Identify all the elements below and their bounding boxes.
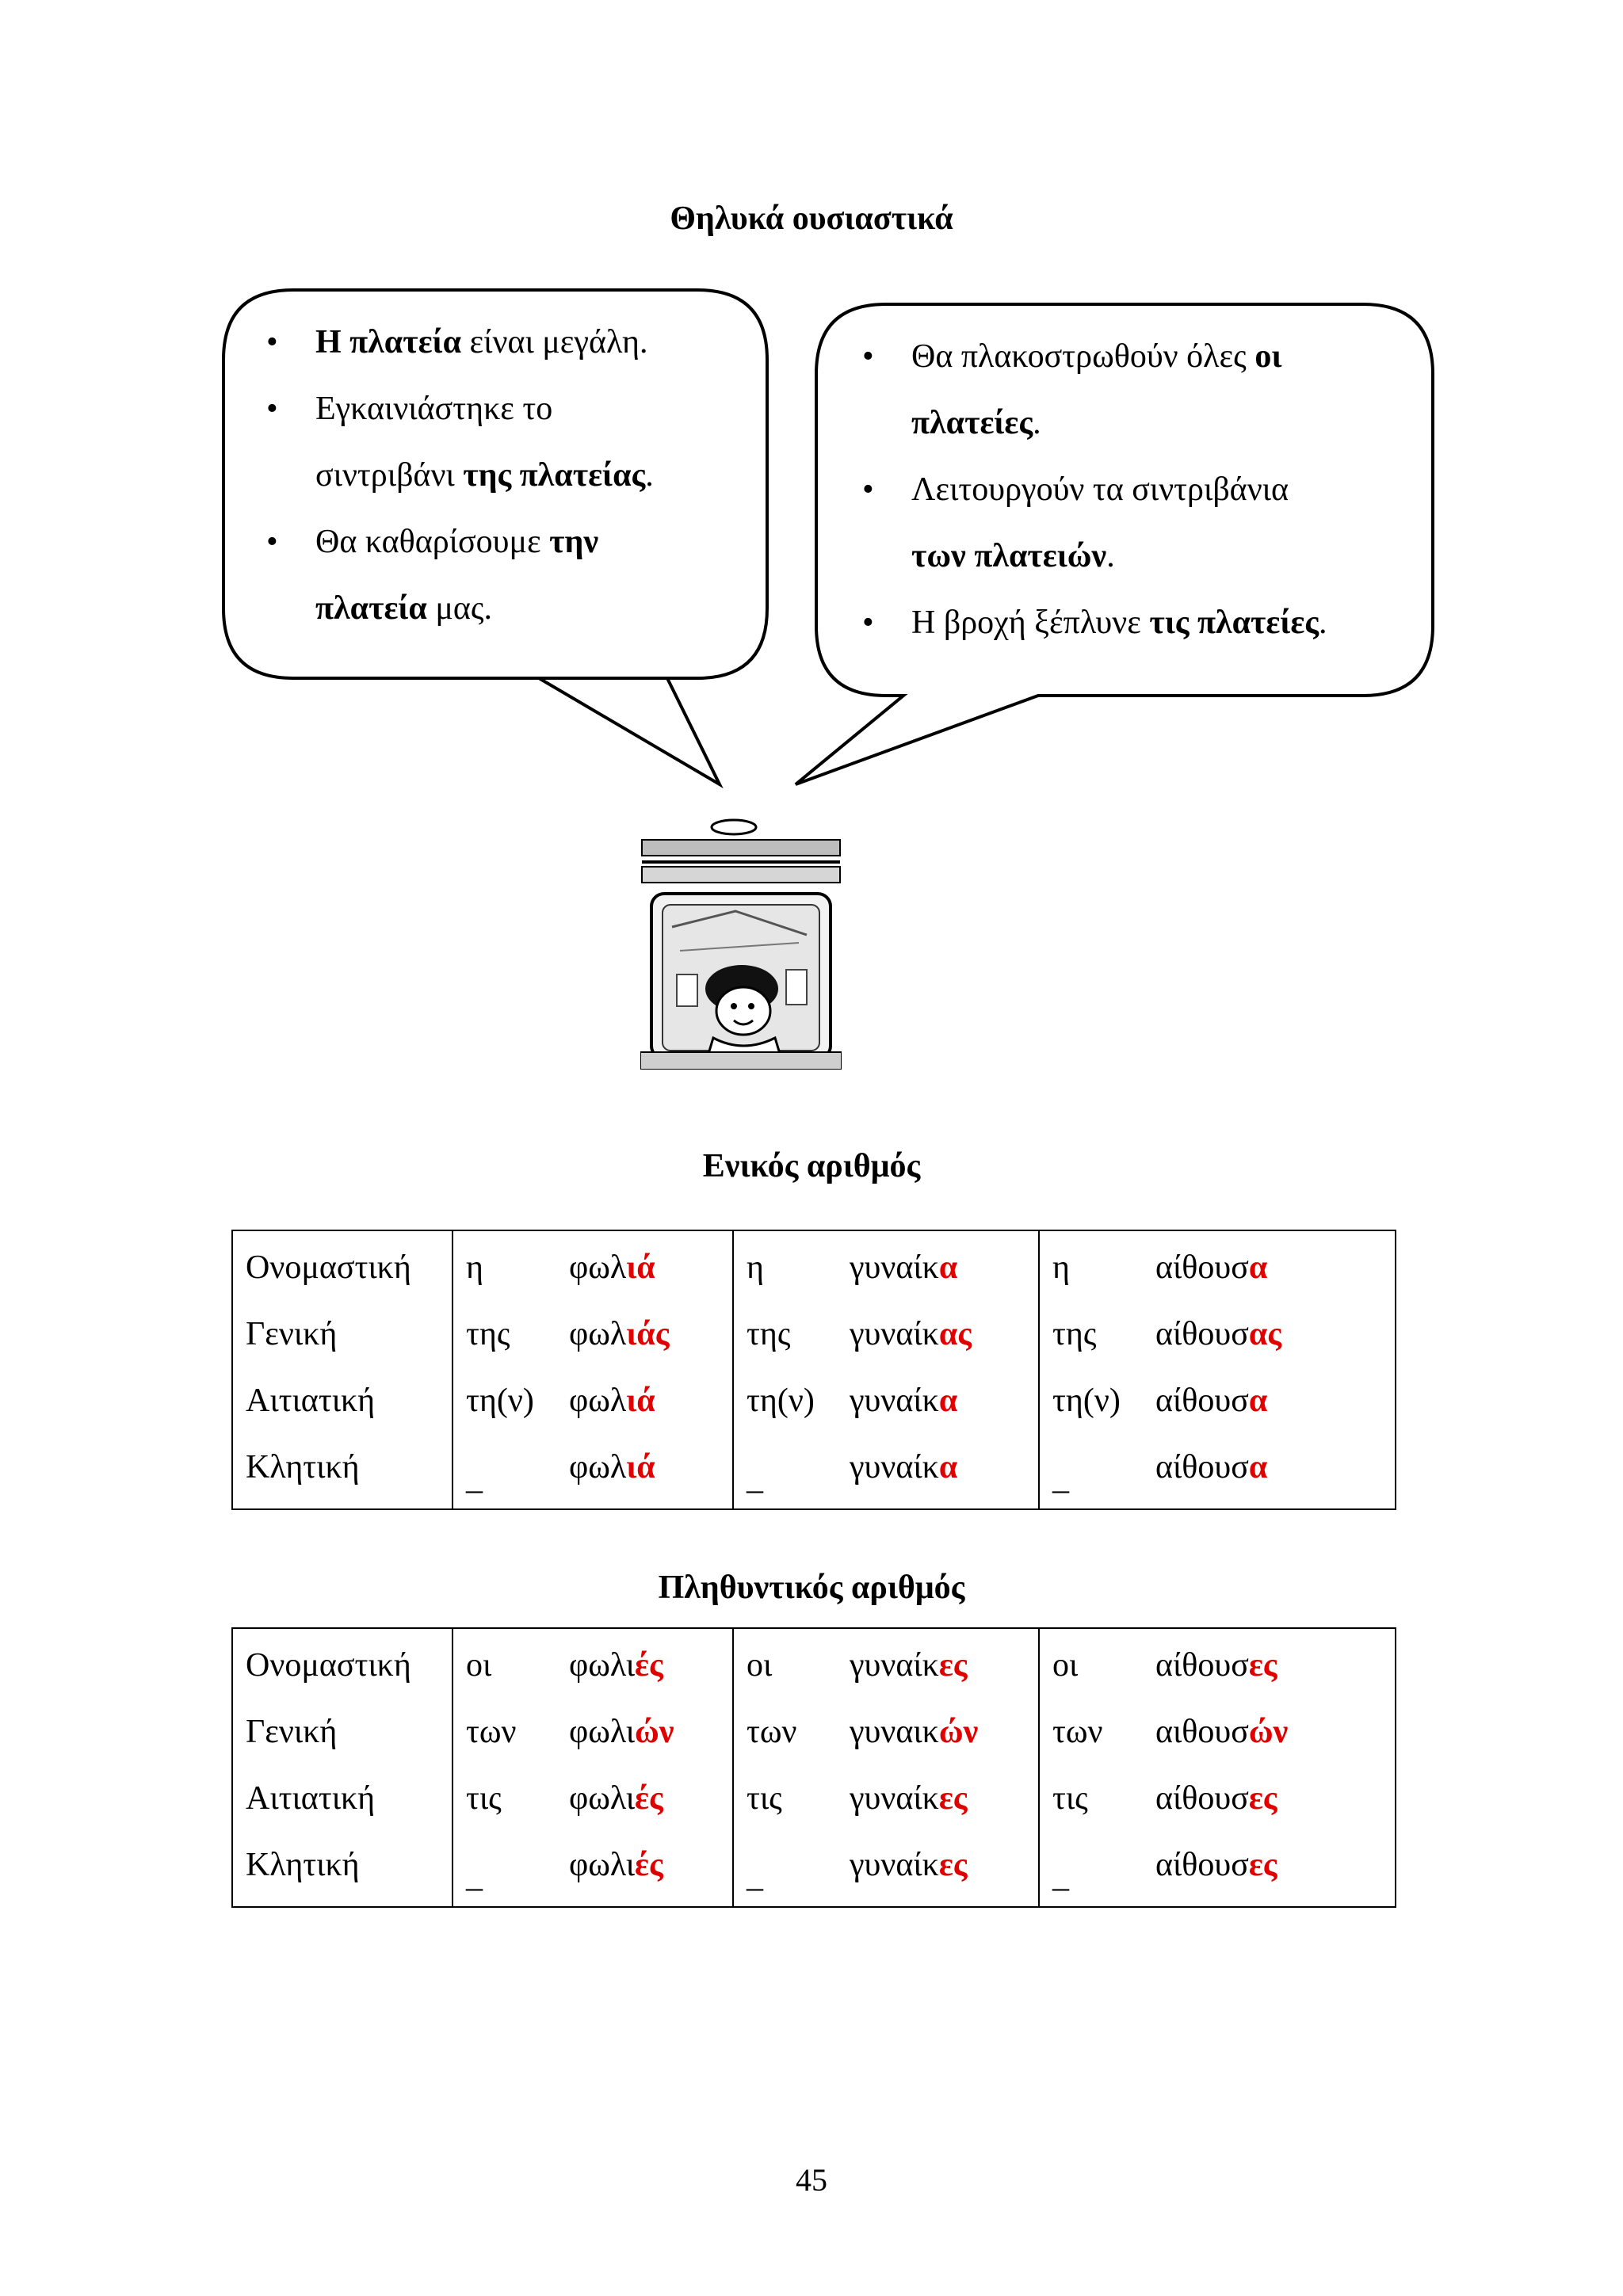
table-row: [747, 1434, 1038, 1501]
article: _: [1052, 1460, 1069, 1497]
noun-ending: ας: [938, 1316, 972, 1352]
list-item: • Η βροχή ξέπλυνε τις πλατείες.: [856, 589, 1426, 656]
noun-ending: ιά: [626, 1249, 655, 1286]
case-label: Αιτιατική: [246, 1780, 376, 1817]
table-row: [1052, 1234, 1395, 1301]
article: _: [466, 1858, 483, 1894]
article: οι: [1052, 1647, 1079, 1684]
noun-ending: ιάς: [626, 1316, 670, 1352]
article: _: [747, 1858, 763, 1894]
noun-ending: ές: [635, 1847, 663, 1883]
noun-ending: ών: [938, 1714, 979, 1750]
noun-form: [1155, 1367, 1267, 1434]
noun-ending: α: [938, 1249, 958, 1286]
article: της: [466, 1316, 510, 1352]
article: οι: [747, 1647, 773, 1684]
noun-ending: α: [1248, 1383, 1268, 1419]
case-label: Ονομαστική: [246, 1647, 411, 1684]
noun-stem: φωλ: [569, 1449, 627, 1486]
case-label: Κλητική: [246, 1847, 360, 1883]
article: τις: [1052, 1780, 1088, 1817]
noun-form: [569, 1765, 663, 1832]
table-row: [747, 1699, 1038, 1765]
table-row: [1052, 1367, 1395, 1434]
noun-stem: γυναίκ: [850, 1449, 939, 1486]
case-label: Αιτιατική: [246, 1383, 376, 1419]
article: τη(ν): [747, 1383, 815, 1419]
article: η: [466, 1249, 483, 1286]
table-row: [466, 1234, 732, 1301]
noun-form: [1155, 1301, 1281, 1367]
noun-ending: α: [938, 1383, 958, 1419]
plural-declension-table: [231, 1627, 1396, 1908]
noun-form: [1155, 1434, 1267, 1501]
noun-ending: ες: [1248, 1847, 1277, 1883]
noun-stem: αίθουσ: [1155, 1249, 1249, 1286]
noun-form: [850, 1301, 972, 1367]
list-item: • Εγκαινιάστηκε το σιντριβάνι της πλατείας.: [260, 376, 751, 509]
page-title: Θηλυκά ουσιαστικά: [670, 200, 953, 237]
table-row: [1052, 1832, 1395, 1898]
noun-ending: ες: [1248, 1647, 1277, 1684]
noun-form: [1155, 1699, 1288, 1765]
list-item: • Η πλατεία είναι μεγάλη.: [260, 309, 751, 376]
table-row: [466, 1832, 732, 1898]
noun-ending: ες: [1248, 1780, 1277, 1817]
noun-ending: ες: [938, 1647, 968, 1684]
right-bubble-text: [856, 323, 1426, 656]
noun-form: [569, 1832, 663, 1898]
noun-stem: φωλι: [569, 1714, 636, 1750]
noun-form: [569, 1234, 655, 1301]
case-label: Γενική: [246, 1316, 338, 1352]
noun-form: [569, 1367, 655, 1434]
noun-form: [1155, 1832, 1277, 1898]
noun-stem: φωλι: [569, 1780, 636, 1817]
noun-ending: ών: [1248, 1714, 1289, 1750]
noun-stem: φωλ: [569, 1249, 627, 1286]
article: η: [747, 1249, 764, 1286]
article: τη(ν): [1052, 1383, 1121, 1419]
article: _: [466, 1460, 483, 1497]
noun-stem: γυναίκ: [850, 1249, 939, 1286]
noun-ending: ες: [938, 1847, 968, 1883]
noun-ending: ας: [1248, 1316, 1282, 1352]
table-row: [466, 1632, 732, 1699]
noun-form: [1155, 1765, 1277, 1832]
table-row: [1052, 1434, 1395, 1501]
table-row: [466, 1367, 732, 1434]
noun-ending: ες: [938, 1780, 968, 1817]
case-label: Κλητική: [246, 1449, 360, 1486]
noun-form: [850, 1632, 968, 1699]
case-label: Γενική: [246, 1714, 338, 1750]
singular-heading: Ενικός αριθμός: [702, 1148, 921, 1184]
table-row: [747, 1765, 1038, 1832]
noun-ending: ές: [635, 1780, 663, 1817]
article: των: [747, 1714, 797, 1750]
case-label: Ονομαστική: [246, 1249, 411, 1286]
noun-ending: α: [1248, 1249, 1268, 1286]
noun-form: [850, 1699, 978, 1765]
singular-declension-table: [231, 1230, 1396, 1510]
left-bubble-text: [260, 309, 751, 642]
noun-form: [850, 1234, 957, 1301]
table-row: [747, 1832, 1038, 1898]
noun-form: [569, 1699, 674, 1765]
article: η: [1052, 1249, 1070, 1286]
noun-stem: γυναίκ: [850, 1383, 939, 1419]
list-item: • Λειτουργούν τα σιντριβάνια των πλατειών.: [856, 456, 1426, 589]
noun-stem: αίθουσ: [1155, 1647, 1249, 1684]
table-row: [747, 1301, 1038, 1367]
article: της: [747, 1316, 791, 1352]
noun-stem: αίθουσ: [1155, 1449, 1249, 1486]
noun-stem: φωλι: [569, 1647, 636, 1684]
page-number: 45: [796, 2162, 827, 2198]
article: της: [1052, 1316, 1097, 1352]
noun-stem: φωλ: [569, 1383, 627, 1419]
noun-form: [850, 1434, 957, 1501]
noun-stem: αίθουσ: [1155, 1316, 1249, 1352]
list-item: • Θα πλακοστρωθούν όλες οι πλατείες.: [856, 323, 1426, 456]
noun-stem: αίθουσ: [1155, 1847, 1249, 1883]
article: _: [1052, 1858, 1069, 1894]
noun-ending: ιά: [626, 1449, 655, 1486]
noun-stem: αιθουσ: [1155, 1714, 1249, 1750]
article: τις: [466, 1780, 502, 1817]
noun-stem: γυναίκ: [850, 1780, 939, 1817]
noun-ending: ών: [635, 1714, 674, 1750]
plural-heading: Πληθυντικός αριθμός: [658, 1569, 965, 1606]
article: _: [747, 1460, 763, 1497]
noun-stem: γυναίκ: [850, 1847, 939, 1883]
noun-form: [850, 1367, 957, 1434]
table-row: [1052, 1699, 1395, 1765]
noun-form: [1155, 1234, 1267, 1301]
article: των: [1052, 1714, 1103, 1750]
table-row: [1052, 1765, 1395, 1832]
noun-form: [850, 1765, 968, 1832]
table-row: [747, 1632, 1038, 1699]
table-row: [1052, 1301, 1395, 1367]
table-row: [466, 1301, 732, 1367]
table-row: [466, 1699, 732, 1765]
noun-stem: γυναίκ: [850, 1316, 939, 1352]
noun-form: [569, 1632, 663, 1699]
table-row: [747, 1367, 1038, 1434]
noun-stem: αίθουσ: [1155, 1780, 1249, 1817]
article: οι: [466, 1647, 492, 1684]
table-row: [466, 1434, 732, 1501]
table-row: [466, 1765, 732, 1832]
noun-stem: φωλι: [569, 1847, 636, 1883]
noun-ending: ιά: [626, 1383, 655, 1419]
noun-form: [569, 1301, 669, 1367]
noun-stem: γυναικ: [850, 1714, 939, 1750]
table-row: [1052, 1632, 1395, 1699]
noun-ending: ές: [635, 1647, 663, 1684]
noun-ending: α: [1248, 1449, 1268, 1486]
list-item: • Θα καθαρίσουμε την πλατεία μας.: [260, 509, 751, 642]
noun-form: [850, 1832, 968, 1898]
cartoon-girl-in-window-icon: [640, 816, 842, 1070]
table-row: [747, 1234, 1038, 1301]
article: τη(ν): [466, 1383, 534, 1419]
noun-stem: φωλ: [569, 1316, 627, 1352]
article: των: [466, 1714, 517, 1750]
article: τις: [747, 1780, 782, 1817]
noun-ending: α: [938, 1449, 958, 1486]
noun-stem: γυναίκ: [850, 1647, 939, 1684]
noun-form: [569, 1434, 655, 1501]
noun-form: [1155, 1632, 1277, 1699]
noun-stem: αίθουσ: [1155, 1383, 1249, 1419]
